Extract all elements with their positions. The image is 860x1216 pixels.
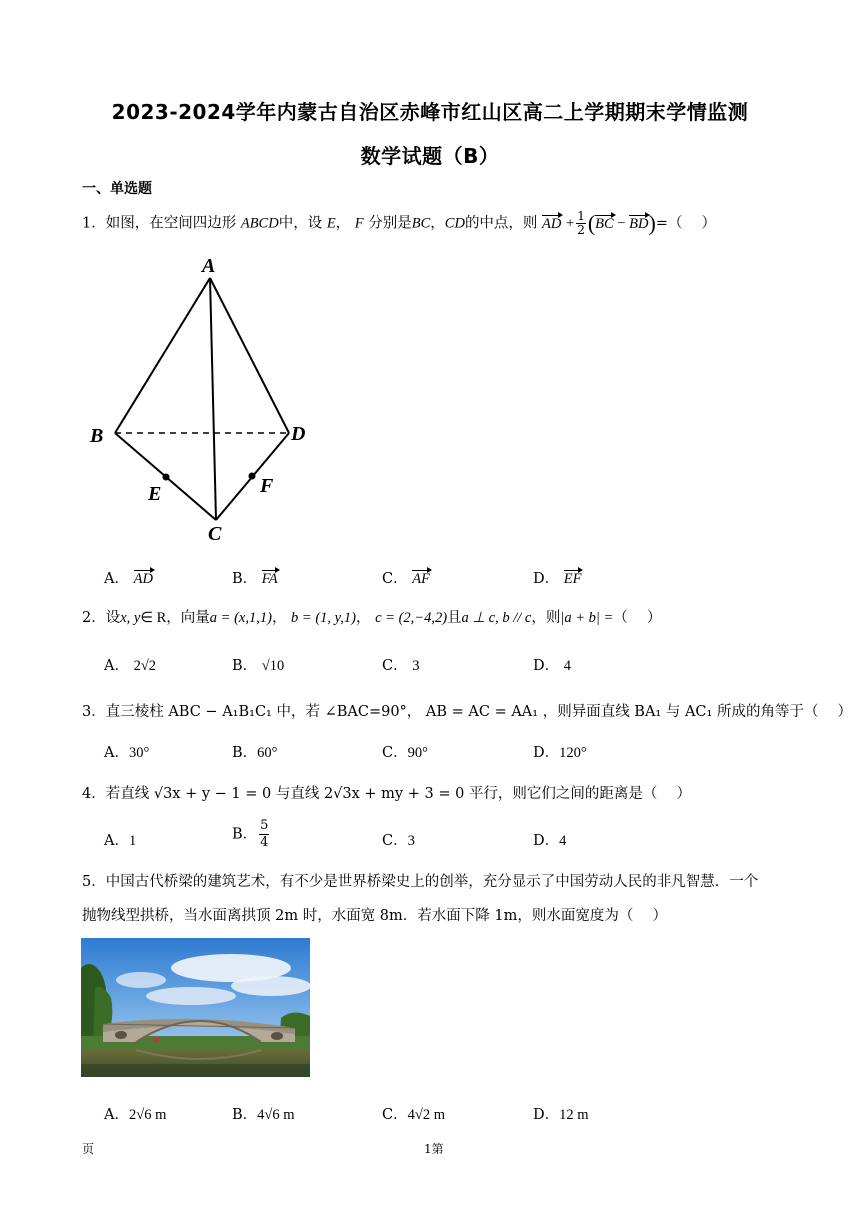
- q5-option-c[interactable]: C．4√2 m: [382, 1107, 445, 1123]
- footer-left: 页: [82, 1142, 95, 1156]
- label-f: F: [260, 475, 274, 497]
- point-e: [163, 474, 170, 481]
- label-b: B: [90, 425, 104, 447]
- vector-ad: AD: [542, 215, 562, 232]
- q1-option-c[interactable]: C． AF: [382, 571, 430, 587]
- q1-option-b[interactable]: B． FA: [232, 571, 278, 587]
- q4-option-a[interactable]: A．1: [104, 833, 137, 849]
- q2-option-a[interactable]: A． 2√2: [104, 658, 157, 674]
- page-title: 2023-2024学年内蒙古自治区赤峰市红山区高二上学期期末学情监测: [111, 100, 749, 124]
- question-2: 2．设x, y∈ R，向量a = (x,1,1)， b = (1, y,1)， c = (2,−4,2)且a ⊥ c, b // c，则|a + b| =（ ）: [82, 610, 662, 626]
- q2-option-b[interactable]: B． √10: [232, 658, 285, 674]
- q5-option-b[interactable]: B．4√6 m: [232, 1107, 295, 1123]
- fraction-half: $\frac{1}{2}$: [577, 209, 585, 237]
- q5-option-a[interactable]: A．2√6 m: [104, 1107, 167, 1123]
- question-3: 3．直三棱柱 ABC − A₁B₁C₁ 中，若 ∠BAC=90°， AB = AC = AA₁ ，则异面直线 BA₁ 与 AC₁ 所成的角等于（ ）: [82, 704, 853, 720]
- tetrahedron-figure: [80, 250, 330, 550]
- q4-option-b[interactable]: B． $\frac{5}{4}$: [232, 818, 269, 850]
- page-subtitle: 数学试题（B）: [360, 144, 500, 168]
- q1-option-a[interactable]: A． AD: [104, 571, 153, 587]
- page-number: 1第: [424, 1142, 444, 1156]
- q5-option-d[interactable]: D．12 m: [533, 1107, 589, 1123]
- section-heading: 一、单选题: [82, 181, 152, 197]
- q4-option-c[interactable]: C．3: [382, 833, 415, 849]
- arch-bridge-photo: [81, 938, 310, 1077]
- q3-option-c[interactable]: C．90°: [382, 745, 428, 761]
- q3-option-b[interactable]: B．60°: [232, 745, 278, 761]
- question-5-line2: 抛物线型拱桥，当水面离拱顶 2m 时，水面宽 8m．若水面下降 1m，则水面宽度为（ ）: [82, 908, 667, 924]
- label-a: A: [202, 255, 216, 277]
- q1-option-d[interactable]: D． EF: [533, 571, 582, 587]
- question-5-line1: 5．中国古代桥梁的建筑艺术，有不少是世界桥梁史上的创举，充分显示了中国劳动人民的非凡智慧．一个: [82, 874, 759, 890]
- q4-option-d[interactable]: D．4: [533, 833, 567, 849]
- label-d: D: [291, 423, 306, 445]
- q2-option-c[interactable]: C． 3: [382, 658, 420, 674]
- point-f: [249, 473, 256, 480]
- label-c: C: [208, 523, 222, 545]
- q3-option-a[interactable]: A．30°: [104, 745, 150, 761]
- question-4: 4．若直线 √3x + y − 1 = 0 与直线 2√3x + my + 3 = 0 平行，则它们之间的距离是（ ）: [82, 786, 692, 802]
- q3-option-d[interactable]: D．120°: [533, 745, 587, 761]
- q2-option-d[interactable]: D． 4: [533, 658, 571, 674]
- question-1: 1．如图，在空间四边形 ABCD中，设 E， F 分别是BC，CD的中点，则 AD + $\frac{1}{2}$ (BC − BD)=（ ）: [82, 209, 717, 237]
- label-e: E: [148, 483, 162, 505]
